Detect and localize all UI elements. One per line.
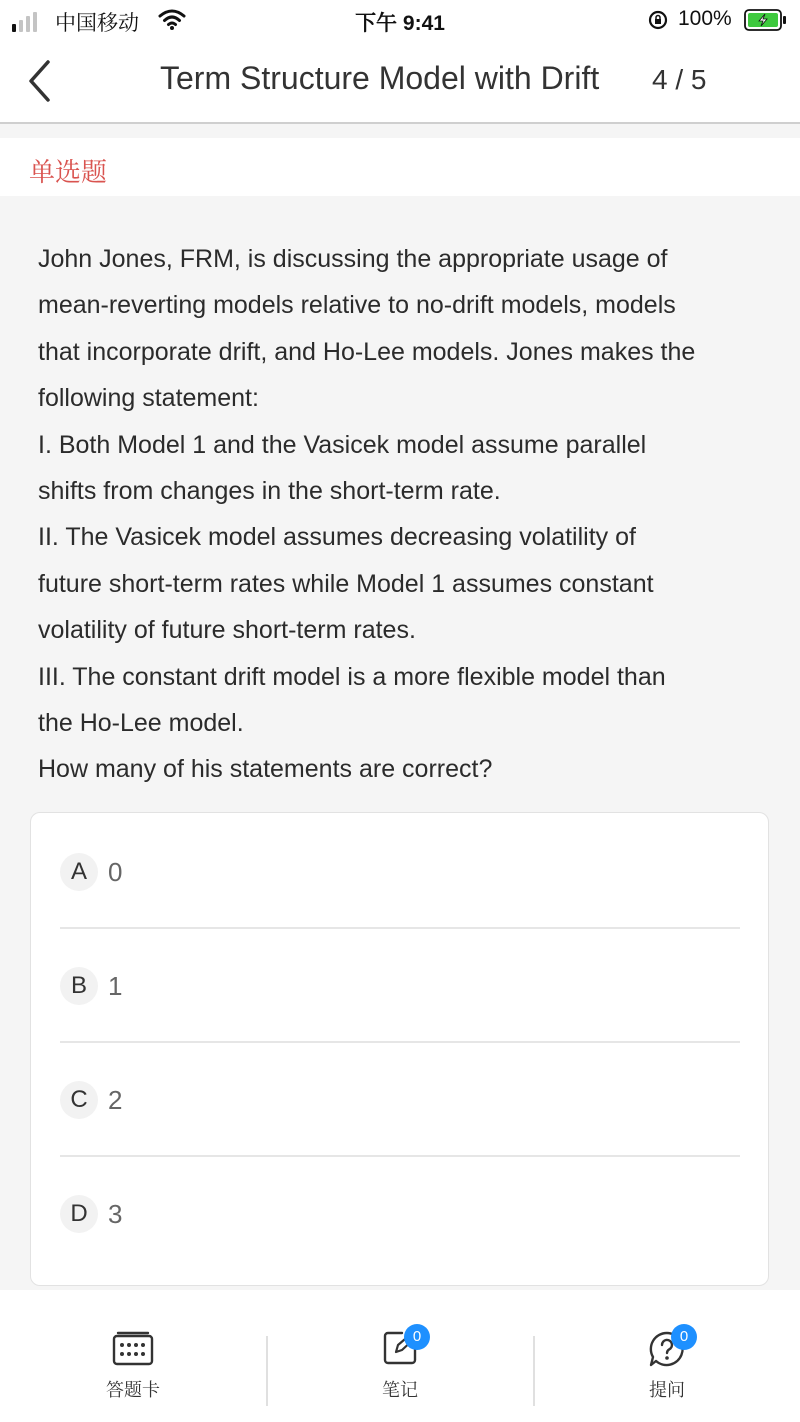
page-title: Term Structure Model with Drift	[160, 60, 600, 96]
question-stem	[38, 236, 768, 793]
option-letter: B	[60, 967, 98, 1005]
stem-line: volatility of future short-term rates.	[38, 616, 416, 645]
battery-charging-icon	[744, 9, 788, 31]
option-letter: D	[60, 1195, 98, 1233]
option-c[interactable]	[60, 1041, 740, 1157]
option-letter: C	[60, 1081, 98, 1119]
stem-line: the Ho-Lee model.	[38, 709, 244, 738]
stem-line: III. The constant drift model is a more flexible model than	[38, 662, 666, 691]
options-card	[30, 812, 769, 1286]
orientation-lock-icon	[647, 9, 669, 31]
option-text: 0	[108, 857, 123, 887]
questions-badge: 0	[671, 1324, 697, 1350]
option-letter: A	[60, 853, 98, 891]
question-progress: 4 / 5	[652, 64, 707, 95]
tab-label: 答题卡	[106, 1380, 160, 1400]
carrier-name: 中国移动	[55, 12, 139, 35]
option-a[interactable]	[60, 813, 740, 929]
option-text: 2	[108, 1085, 123, 1115]
option-d[interactable]	[60, 1155, 740, 1269]
stem-line: I. Both Model 1 and the Vasicek model assume parallel	[38, 430, 647, 459]
battery-percent: 100%	[678, 7, 732, 30]
stem-line: following statement:	[38, 384, 259, 413]
option-text: 3	[108, 1199, 123, 1229]
nav-bar	[0, 40, 800, 124]
stem-line: mean-reverting models relative to no-drift models, models	[38, 291, 676, 320]
stem-line: future short-term rates while Model 1 assumes constant	[38, 569, 654, 598]
stem-line: II. The Vasicek model assumes decreasing volatility of	[38, 523, 636, 552]
question-type-bar	[0, 138, 800, 196]
option-text: 1	[108, 971, 123, 1001]
stem-line: John Jones, FRM, is discussing the appropriate usage of	[38, 245, 668, 273]
answer-card-icon	[112, 1330, 154, 1366]
chevron-left-icon[interactable]	[22, 56, 62, 106]
stem-line: How many of his statements are correct?	[38, 755, 493, 784]
tab-label: 笔记	[382, 1380, 418, 1400]
notes-badge: 0	[404, 1324, 430, 1350]
option-b[interactable]	[60, 927, 740, 1043]
bottom-tab-bar	[0, 1290, 800, 1422]
status-bar	[0, 0, 800, 40]
clock: 下午 9:41	[355, 12, 445, 35]
tab-label: 提问	[649, 1380, 685, 1400]
tab-answer-card[interactable]	[0, 1290, 266, 1422]
tab-notes[interactable]	[267, 1290, 533, 1422]
tab-ask-question[interactable]	[534, 1290, 800, 1422]
stem-line: that incorporate drift, and Ho-Lee models. Jones makes the	[38, 337, 696, 366]
question-type-label: 单选题	[29, 157, 108, 187]
stem-line: shifts from changes in the short-term rate.	[38, 477, 501, 506]
